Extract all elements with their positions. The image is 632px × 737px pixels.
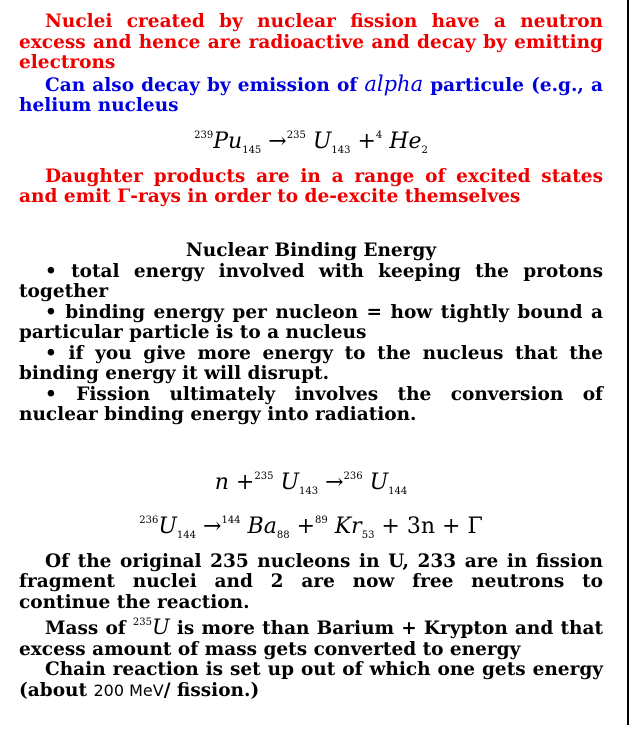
u-symbol: U xyxy=(280,469,299,495)
he-sub: 2 xyxy=(421,144,428,156)
pu-symbol: Pu xyxy=(213,128,243,154)
chain-about: about xyxy=(27,679,94,701)
right-edge-bar xyxy=(627,0,629,725)
kr-sub: 53 xyxy=(361,529,375,541)
u236-sub: 144 xyxy=(388,485,408,497)
u236-sub: 144 xyxy=(176,529,197,541)
ba-mass: 144 xyxy=(221,514,241,526)
mass-paragraph xyxy=(19,613,603,660)
ba-symbol: Ba xyxy=(247,513,277,539)
chain-paren-open: ( xyxy=(19,679,28,701)
mass-pre: Mass of xyxy=(45,618,133,639)
pu-sub: 145 xyxy=(242,144,262,156)
chain-paragraph xyxy=(19,660,603,701)
equation-fission xyxy=(19,514,603,548)
u235-sub: 143 xyxy=(298,485,319,497)
chain-slash: / xyxy=(163,679,171,701)
document-page xyxy=(19,12,603,701)
arrow: → xyxy=(203,513,222,539)
bullet-2: • binding energy per nucleon = how tightly bound a particular particle is to a nucleus xyxy=(19,301,603,343)
daughter-paragraph: Daughter products are in a range of excited states and emit Γ-rays in order to de-excite themselves xyxy=(19,165,603,207)
u-sub: 143 xyxy=(331,144,351,156)
u-symbol: U xyxy=(158,513,177,539)
kr-symbol: Kr xyxy=(334,513,362,539)
u236-mass: 236 xyxy=(139,514,159,526)
fission-tail: + 3n + Γ xyxy=(374,513,483,539)
neutron: n xyxy=(214,469,229,495)
arrow: → xyxy=(325,469,344,495)
he-mass: 4 xyxy=(375,129,383,141)
fission-paragraph: Nuclei created by nuclear fission have a neutron excess and hence are radioactive and decay by emitting electrons xyxy=(19,11,603,73)
mass-post: is more than Barium + Krypton and that excess amount of mass gets converted to energy xyxy=(19,618,603,660)
chain-paren-close: ) xyxy=(250,679,260,701)
kr-mass: 89 xyxy=(315,514,328,526)
u-mass: 235 xyxy=(286,129,306,141)
chain-value: 200 MeV xyxy=(93,680,164,700)
plus: + xyxy=(296,513,316,539)
plus: + xyxy=(235,469,255,495)
u236-mass: 236 xyxy=(343,470,363,482)
mass-u: U xyxy=(152,615,170,639)
arrow: → xyxy=(268,128,287,154)
binding-heading: Nuclear Binding Energy xyxy=(185,239,437,261)
nucleons-paragraph: Of the original 235 nucleons in U, 233 are in fission fragment nuclei and 2 are now free neutrons to continue the reaction. xyxy=(19,550,603,613)
alpha-word: alpha xyxy=(364,71,424,96)
chain-pre: Chain reaction is set up out of which one gets energy xyxy=(45,659,603,680)
he-symbol: He xyxy=(389,128,422,154)
plus: + xyxy=(357,128,376,154)
alpha-paragraph xyxy=(19,71,603,117)
bullet-3: • if you give more energy to the nucleus that the binding energy it will disrupt. xyxy=(19,342,603,384)
alpha-pre: Can also decay by emission of xyxy=(45,74,365,96)
alpha-post: particule (e.g., a helium nucleus xyxy=(19,74,603,116)
bullet-4: • Fission ultimately involves the conversion of nuclear binding energy into radiation. xyxy=(19,383,603,425)
chain-unit: fission. xyxy=(170,679,251,701)
u-symbol: U xyxy=(312,128,332,154)
ba-sub: 88 xyxy=(276,529,290,541)
mass-sup: 235 xyxy=(132,617,153,628)
u-symbol-2: U xyxy=(369,469,389,495)
equation-alpha-decay xyxy=(19,129,603,163)
bullet-1: • total energy involved with keeping the protons together xyxy=(19,260,603,302)
pu-mass: 239 xyxy=(194,129,214,141)
u235-mass: 235 xyxy=(254,470,274,482)
equation-capture xyxy=(19,470,603,506)
